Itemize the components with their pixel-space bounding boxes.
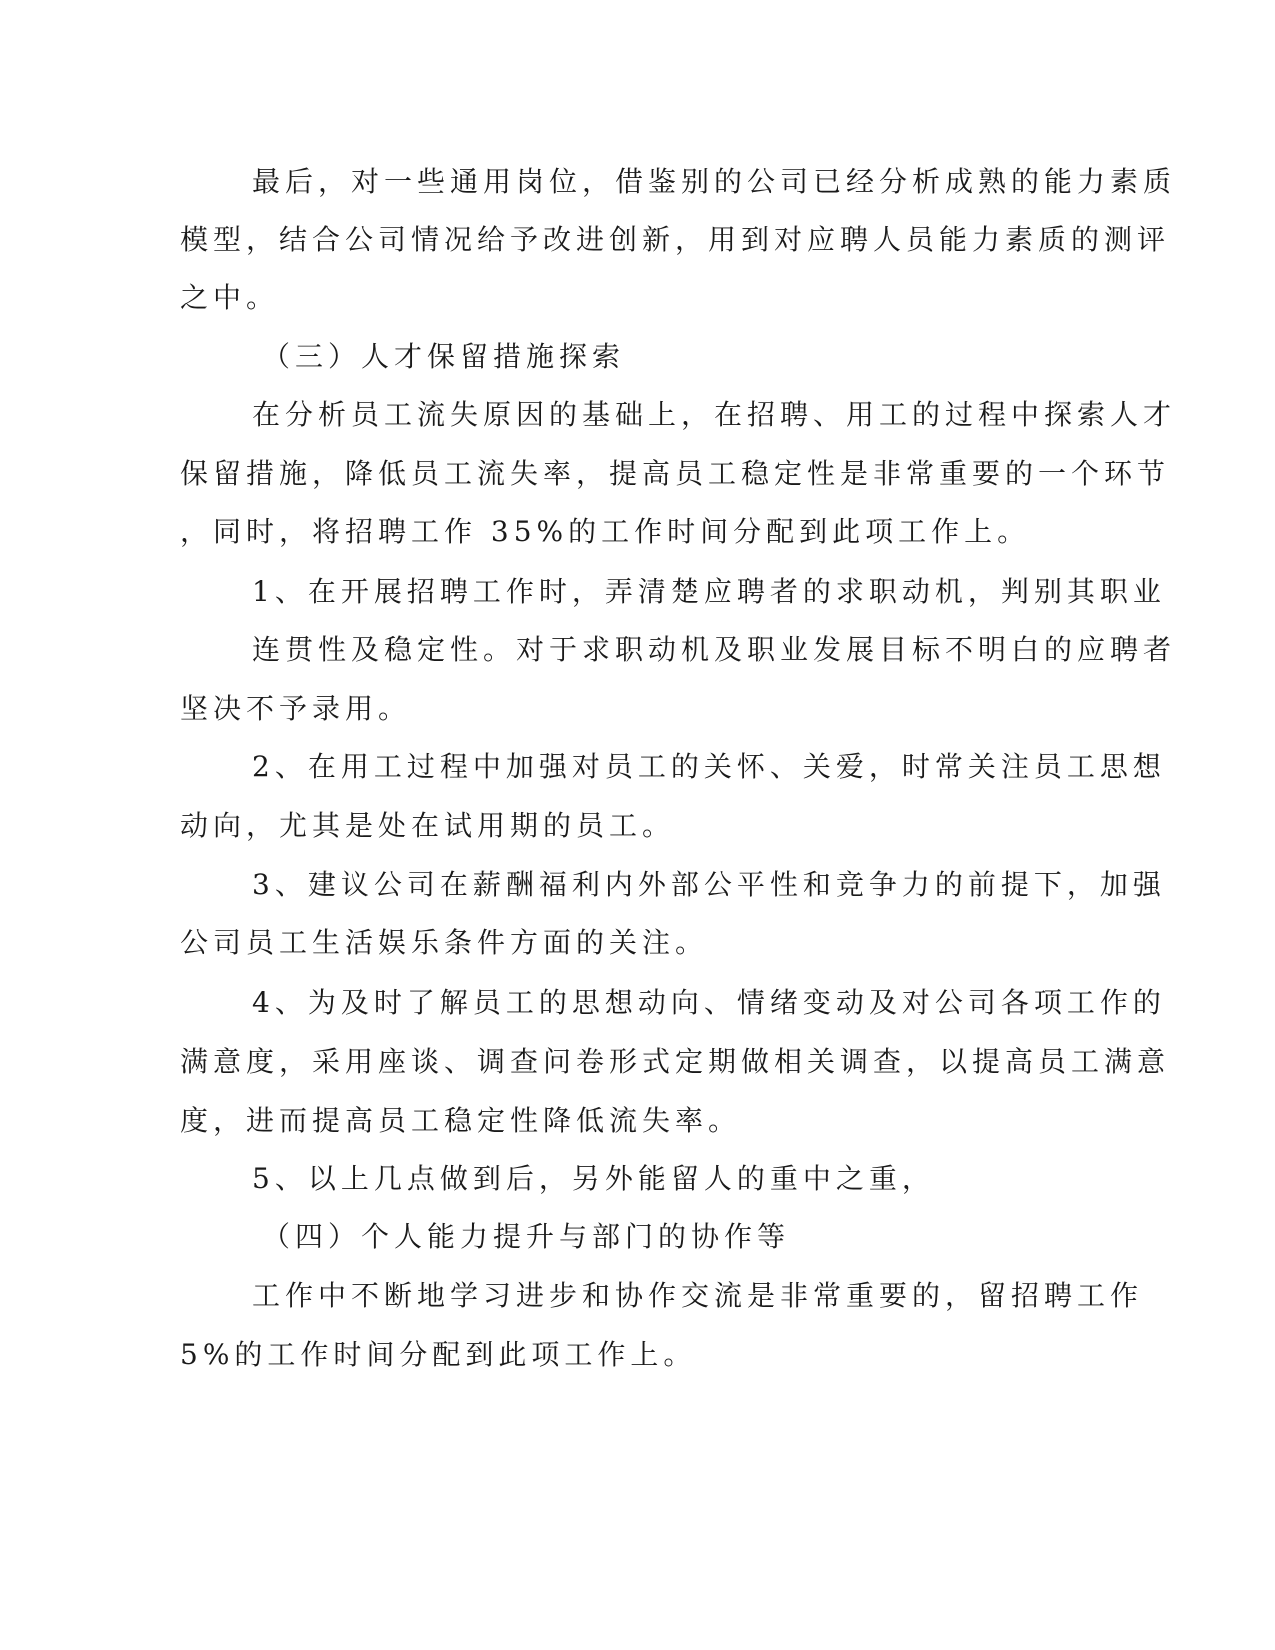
paragraph-line: 保留措施，降低员工流失率，提高员工稳定性是非常重要的一个环节 — [180, 457, 1171, 490]
list-item-line: 坚决不予录用。 — [180, 692, 412, 725]
list-item-line: 公司员工生活娱乐条件方面的关注。 — [180, 926, 709, 959]
paragraph-line: 模型，结合公司情况给予改进创新，用到对应聘人员能力素质的测评 — [180, 223, 1171, 256]
list-item-line: 1、在开展招聘工作时，弄清楚应聘者的求职动机，判别其职业 — [252, 575, 1166, 608]
paragraph-line: 工作中不断地学习进步和协作交流是非常重要的，留招聘工作 — [252, 1279, 1144, 1312]
list-item-line: 4、为及时了解员工的思想动向、情绪变动及对公司各项工作的 — [252, 986, 1166, 1019]
paragraph-line: 5%的工作时间分配到此项工作上。 — [180, 1338, 697, 1371]
section-heading: （三）人才保留措施探索 — [262, 340, 626, 373]
paragraph-line: 在分析员工流失原因的基础上，在招聘、用工的过程中探索人才 — [252, 398, 1177, 431]
list-item-line: 度，进而提高员工稳定性降低流失率。 — [180, 1104, 742, 1137]
list-item-line: 5、以上几点做到后，另外能留人的重中之重， — [252, 1162, 935, 1195]
paragraph-line: 之中。 — [180, 281, 280, 314]
paragraph-line: 最后，对一些通用岗位，借鉴别的公司已经分析成熟的能力素质 — [252, 165, 1177, 198]
list-item-line: 动向，尤其是处在试用期的员工。 — [180, 809, 676, 842]
list-item-line: 连贯性及稳定性。对于求职动机及职业发展目标不明白的应聘者 — [252, 633, 1177, 666]
list-item-line: 满意度，采用座谈、调查问卷形式定期做相关调查，以提高员工满意 — [180, 1045, 1171, 1078]
section-heading: （四）个人能力提升与部门的协作等 — [262, 1220, 791, 1253]
paragraph-line: ，同时，将招聘工作 35%的工作时间分配到此项工作上。 — [180, 515, 1031, 548]
list-item-line: 3、建议公司在薪酬福利内外部公平性和竞争力的前提下，加强 — [252, 868, 1166, 901]
list-item-line: 2、在用工过程中加强对员工的关怀、关爱，时常关注员工思想 — [252, 750, 1166, 783]
